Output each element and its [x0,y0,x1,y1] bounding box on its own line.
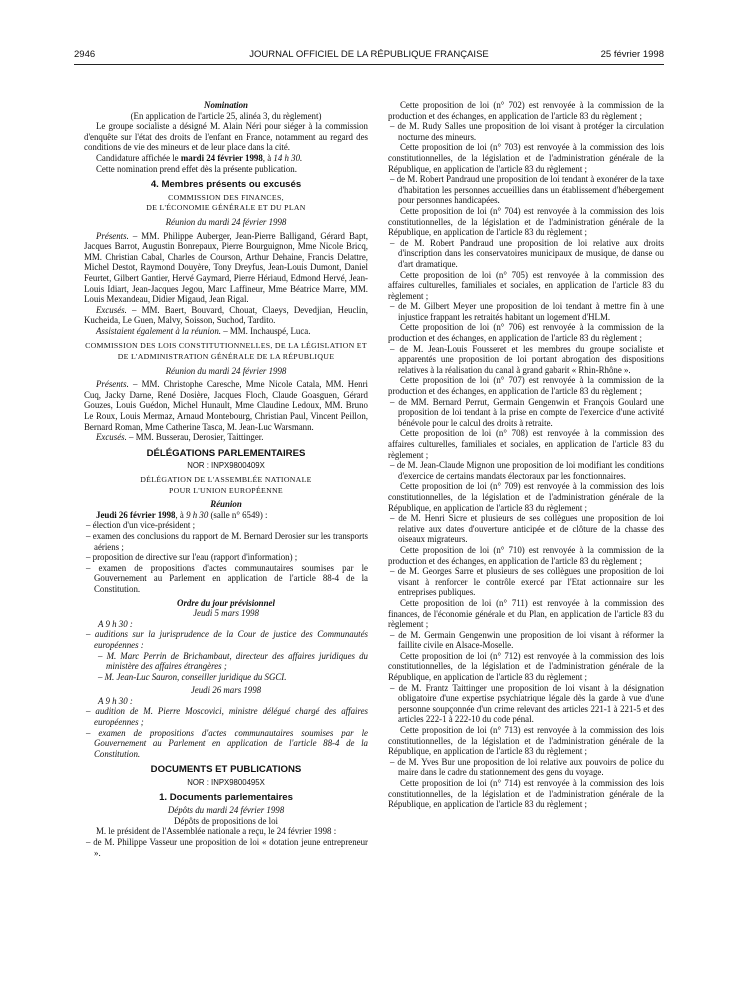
proposition-item: – de M. Robert Pandraud une proposition de loi relative aux droits d'inscription dans les conservatoires municipaux de musique, de danse ou d'art dramatique. [390,237,664,269]
documents-nor: NOR : INPX9800495X [187,778,265,788]
right-column [388,100,664,810]
proposition-item: – de M. Jean-Louis Fousseret et les membres du groupe socialiste et apparentés une proposition de loi portant abrogation des dispositions relatives à la réalisation du canal à grand gabarit « Rhin-Rhône ». [390,343,664,375]
ordre-du-jour-title: Ordre du jour prévisionnel [177,597,275,608]
renvoi-paragraph: Cette proposition de loi (n° 705) est renvoyée à la commission des affaires culturelles, familiales et sociales, en application de l'article 83 du règlement ; [388,269,664,301]
agenda-item: – examen de propositions d'actes communautaires soumises par le Gouvernement au Parlement en application de l'article 88-4 de la Constitution. [86,562,368,594]
proposition-item: – de M. Gilbert Meyer une proposition de loi tendant à mettre fin à une injustice frappant les retraités habitant un logement d'HLM. [390,301,664,322]
commission-lois-date: Réunion du mardi 24 février 1998 [165,365,287,376]
reunion-label: Réunion [210,499,242,510]
proposition-item: – de M. Yves Bur une proposition de loi relative aux pouvoirs de police du maire dans le cadre du stationnement des gens du voyage. [390,756,664,778]
audition-moscovici: – audition de M. Pierre Moscovici, ministre délégué chargé des affaires européennes ; [86,706,368,728]
issue-date: 25 février 1998 [600,49,664,60]
proposition-item: – de M. Robert Pandraud une proposition de loi tendant à exonérer de la taxe d'habitation les personnes accueillies dans un établissement d'hébergement pour personnes handicapées. [390,174,664,206]
jeudi-5-mars: Jeudi 5 mars 1998 [193,608,259,619]
renvoi-paragraph: Cette proposition de loi (n° 704) est renvoyée à la commission des lois constitutionnelles, de la législation et de l'administration générale de la République, en application de l'article 83 du règlement ; [388,205,664,238]
candidature-text: Candidature affichée le mardi 24 février 1998, à 14 h 30. [96,152,303,163]
renvoi-paragraph: Cette proposition de loi (n° 706) est renvoyée à la commission de la production et des échanges, en application de l'article 83 du règlement ; [388,322,664,344]
nomination-subtitle: (En application de l'article 25, alinéa 3, du règlement) [130,110,322,121]
proposition-vasseur: – de M. Philippe Vasseur une proposition de loi « dotation jeune entrepreneur ». [86,837,368,858]
agenda-item: – élection d'un vice-président ; [86,520,196,531]
proposition-item: – de M. Germain Gengenwin une proposition de loi visant à réformer la faillite civile en Alsace-Moselle. [390,629,664,651]
commission-finances-excuses: Excusés. – MM. Baert, Bouvard, Chouat, Claeys, Devedjian, Heuclin, Kucheida, Le Guen, Malvy, Soisson, Suchod, Tardito. [84,304,368,326]
documents-heading: DOCUMENTS ET PUBLICATIONS [150,764,302,776]
commission-finances-assistaient: Assistaient également à la réunion. – MM. Inchauspé, Luca. [96,325,311,336]
renvoi-paragraph: Cette proposition de loi (n° 711) est renvoyée à la commission des finances, de l'économie générale et du Plan, en application de l'article 83 du règlement ; [388,597,664,630]
renvoi-paragraph: Cette proposition de loi (n° 710) est renvoyée à la commission de la production et des échanges, en application de l'article 83 du règlement ; [388,544,664,566]
left-column [84,100,368,858]
commission-lois-excuses: Excusés. – MM. Busserau, Derosier, Taittinger. [96,432,264,443]
commission-lois-title: COMMISSION DES LOIS CONSTITUTIONNELLES, DE LA LÉGISLATION ET DE L'ADMINISTRATION GÉNÉRALE DE LA RÉPUBLIQUE [85,341,367,362]
proposition-item: – de M. Jean-Claude Mignon une proposition de loi modifiant les conditions d'exercice de certains mandats électoraux par les fonctionnaires. [390,460,664,481]
audition-cjce: – auditions sur la jurisprudence de la Cour de justice des Communautés européennes : [86,629,368,650]
jeudi-26-mars: Jeudi 26 mars 1998 [190,685,262,696]
agenda-item: – examen des conclusions du rapport de M. Bernard Derosier sur les transports aériens ; [86,530,368,552]
delegations-nor: NOR : INPX9800409X [187,461,265,471]
time-9h30-1: A 9 h 30 : [98,618,133,629]
depots-date: Dépôts du mardi 24 février 1998 [167,805,285,816]
time-9h30-2: A 9 h 30 : [98,695,133,706]
nomination-text: Le groupe socialiste a désigné M. Alain Néri pour siéger à la commission d'enquête sur l'état des droits de l'enfant en France, notamment au regard des conditions de vie des mineurs et de leur place dans la cité. [84,121,368,153]
commission-finances-date: Réunion du mardi 24 février 1998 [165,216,287,227]
page-number: 2946 [74,49,96,60]
renvoi-paragraph: Cette proposition de loi (n° 708) est renvoyée à la commission des affaires culturelles, familiales et sociales, en application de l'article 83 du règlement ; [388,428,664,460]
proposition-item: – de MM. Bernard Perrut, Germain Gengenwin et François Goulard une proposition de loi tendant à la prise en compte de l'exercice d'une activité bénévole pour le calcul des droits à retraite. [390,396,664,428]
renvoi-paragraph: Cette proposition de loi (n° 702) est renvoyée à la commission de la production et des échanges, en application de l'article 83 du règlement ; [388,100,664,121]
proposition-item: – de M. Georges Sarre et plusieurs de ses collègues une proposition de loi visant à renforcer le contrôle exercé par l'Etat actionnaire sur les entreprises publiques. [390,566,664,598]
renvoi-paragraph: Cette proposition de loi (n° 713) est renvoyée à la commission des lois constitutionnelles, de la législation et de l'administration générale de la République, en application de l'article 83 du règlement ; [388,725,664,757]
proposition-item: – de M. Rudy Salles une proposition de loi visant à protéger la circulation nocturne des mineurs. [390,121,664,142]
renvoi-paragraph: Cette proposition de loi (n° 709) est renvoyée à la commission des lois constitutionnelles, de la législation et de l'administration générale de la République, en application de l'article 83 du règlement ; [388,481,664,513]
renvoi-paragraph: Cette proposition de loi (n° 712) est renvoyée à la commission des lois constitutionnelles, de la législation et de l'administration générale de la République, en application de l'article 83 du règlement ; [388,650,664,683]
examen-propositions: – examen de propositions d'actes communautaires soumises par le Gouvernement au Parlement en application de l'article 88-4 de la Constitution. [86,727,368,759]
renvoi-paragraph: Cette proposition de loi (n° 707) est renvoyée à la commission de la production et des échanges, en application de l'article 83 du règlement ; [388,375,664,397]
reunion-date: Jeudi 26 février 1998, à 9 h 30 (salle n° 6549) : [96,509,268,520]
delegation-title-1: DÉLÉGATION DE L'ASSEMBLÉE NATIONALE [140,475,312,484]
proposition-item: – de M. Henri Sicre et plusieurs de ses collègues une proposition de loi relative aux dates d'ouverture anticipée et de clôture de la chasse des oiseaux migrateurs. [390,513,664,545]
nomination-effect: Cette nomination prend effet dès la présente publication. [96,163,297,174]
commission-lois-presents: Présents. – MM. Christophe Caresche, Mme Nicole Catala, MM. Henri Cuq, Jacky Darne, René Dosière, Jacques Floch, Claude Goasguen, Gérard Gouzes, Louis Guédon, Michel Hunault, Mme Claudine Ledoux, MM. Bruno Le Roux, Louis Mermaz, Arnaud Montebourg, Christian Paul, Vincent Peillon, Bernard Roman, Mme Catherine Tasca, M. Jean-Luc Warsmann. [84,379,368,432]
header-rule [74,64,664,65]
proposition-item: – de M. Frantz Taittinger une proposition de loi visant à la désignation obligatoire d'une expertise psychiatrique légale dès la garde à vue d'une personne soupçonnée d'un crime relevant des articles 221-1 à 221-5 et des articles 222-1 à 222-10 du code pénal. [390,682,664,725]
documents-parlementaires-heading: 1. Documents parlementaires [159,791,293,803]
president-recu: M. le président de l'Assemblée nationale a reçu, le 24 février 1998 : [96,826,337,837]
commission-finances-title-1: COMMISSION DES FINANCES, [168,192,284,202]
members-heading: 4. Membres présents ou excusés [150,179,302,191]
commission-finances-title-2: DE L'ÉCONOMIE GÉNÉRALE ET DU PLAN [146,203,306,213]
renvoi-paragraph: Cette proposition de loi (n° 714) est renvoyée à la commission des lois constitutionnelles, de la législation et de l'administration générale de la République, en application de l'article 83 du règlement ; [388,778,664,810]
journal-title: JOURNAL OFFICIEL DE LA RÉPUBLIQUE FRANÇAISE [249,49,489,60]
renvoi-paragraph: Cette proposition de loi (n° 703) est renvoyée à la commission des lois constitutionnelles, de la législation et de l'administration générale de la République, en application de l'article 83 du règlement ; [388,142,664,174]
agenda-item: – proposition de directive sur l'eau (rapport d'information) ; [86,552,298,563]
delegation-title-2: POUR L'UNION EUROPÉENNE [169,485,283,495]
audition-sauron: – M. Jean-Luc Sauron, conseiller juridique du SGCI. [98,671,287,682]
commission-finances-presents: Présents. – MM. Philippe Auberger, Jean-Pierre Balligand, Gérard Bapt, Jacques Barrot, Augustin Bonrepaux, Pierre Bourguignon, Mme Nicole Bricq, MM. Christian Cabal, Charles de Courson, Arthur Dehaine, Francis Delattre, Michel Destot, Raymond Douyère, Tony Dreyfus, Jean-Louis Dumont, Daniel Feurtet, Gilbert Gantier, Hervé Gaymard, Pierre Hériaud, Edmond Hervé, Jean-Louis Idiart, Jean-Jacques Jegou, Marc Laffineur, Mme Béatrice Marre, MM. Louis Mexandeau, Didier Migaud, Jean Rigal. [84,230,368,305]
page-header [74,49,664,63]
nomination-title: Nomination [204,100,248,110]
audition-brichambaut: – M. Marc Perrin de Brichambaut, directeur des affaires juridiques du ministère des affaires étrangères ; [98,650,368,672]
delegations-heading: DÉLÉGATIONS PARLEMENTAIRES [146,447,306,459]
depots-title: Dépôts de propositions de loi [173,815,279,826]
